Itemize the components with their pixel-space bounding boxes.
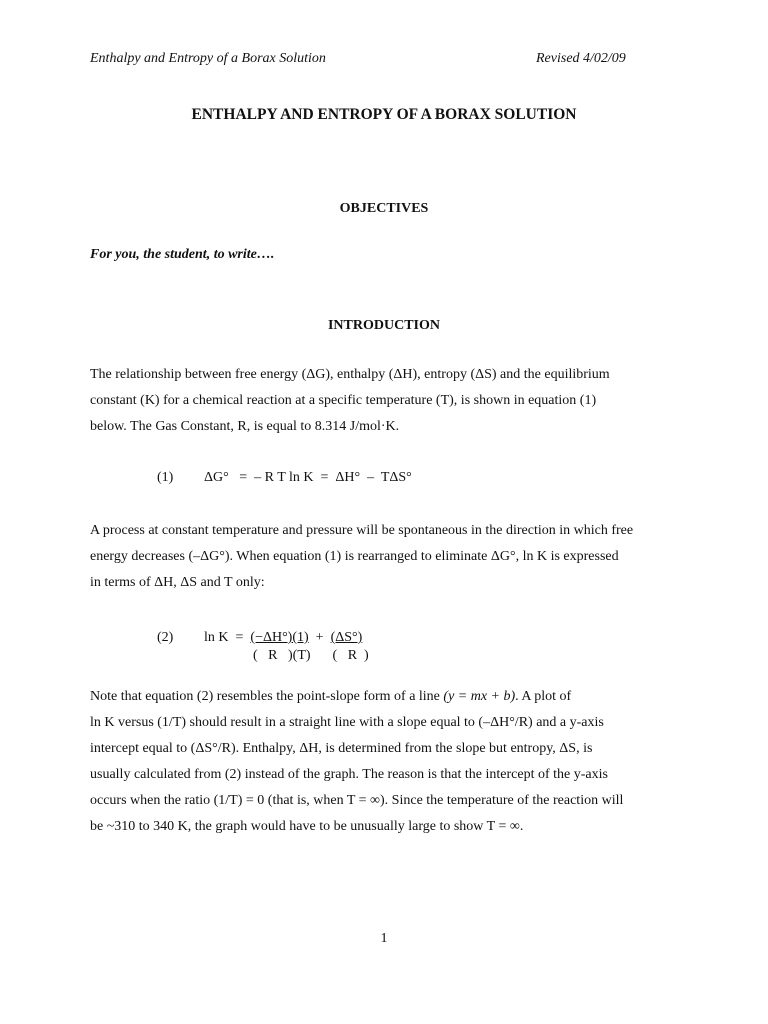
equation-2-numerator-line — [204, 630, 362, 646]
equation-1-number: (1) — [157, 470, 174, 485]
equation-2-denominator-line — [253, 648, 369, 664]
introduction-heading: INTRODUCTION — [327, 318, 440, 333]
paragraph-line: intercept equal to (ΔS°/R). Enthalpy, ΔH, is determined from the slope but entropy, ΔS, is — [90, 741, 593, 756]
equation-2-term1-numerator: (−ΔH°)(1) — [250, 630, 309, 645]
line-equation-italic: (y = mx + b) — [443, 689, 516, 704]
paragraph-line: usually calculated from (2) instead of the graph. The reason is that the intercept of the y-axis — [90, 767, 608, 782]
paragraph-line: The relationship between free energy (ΔG), enthalpy (ΔH), entropy (ΔS) and the equilibrium — [90, 367, 610, 382]
objectives-text: For you, the student, to write…. — [90, 247, 275, 262]
paragraph-line: below. The Gas Constant, R, is equal to 8.314 J/mol·K. — [90, 419, 400, 434]
objectives-heading: OBJECTIVES — [339, 201, 429, 216]
running-header-title: Enthalpy and Entropy of a Borax Solution — [90, 51, 326, 66]
paragraph-line: A process at constant temperature and pressure will be spontaneous in the direction in which free — [90, 523, 634, 538]
paragraph-line: ln K versus (1/T) should result in a straight line with a slope equal to (–ΔH°/R) and a y-axis — [90, 715, 604, 730]
equation-2-number: (2) — [157, 630, 174, 645]
paragraph-text: Note that equation (2) resembles the point-slope form of a line — [90, 689, 444, 704]
equation-2-term2-denominator: ( R ) — [332, 648, 369, 663]
equation-1-expression: ΔG° = – R T ln K = ΔH° – TΔS° — [204, 470, 412, 485]
equation-2-term2-numerator: (ΔS°) — [330, 630, 363, 645]
running-header-revision: Revised 4/02/09 — [536, 51, 626, 66]
paragraph-line: occurs when the ratio (1/T) = 0 (that is, when T = ∞). Since the temperature of the reaction will — [90, 793, 624, 808]
intro-paragraph-3 — [90, 684, 690, 840]
equation-2-plus: + — [308, 630, 331, 645]
paragraph-line: in terms of ΔH, ΔS and T only: — [90, 575, 265, 590]
paragraph-text: . A plot of — [515, 689, 572, 704]
paragraph-line — [90, 684, 690, 710]
equation-2-term1-denominator: ( R )(T) — [253, 648, 311, 663]
paragraph-line: constant (K) for a chemical reaction at a specific temperature (T), is shown in equation (1) — [90, 393, 597, 408]
intro-paragraph-1 — [90, 362, 690, 440]
paragraph-line: energy decreases (–ΔG°). When equation (1) is rearranged to eliminate ΔG°, ln K is expressed — [90, 549, 619, 564]
intro-paragraph-2 — [90, 518, 690, 596]
equation-2-lhs: ln K = — [204, 630, 251, 645]
paragraph-line: be ~310 to 340 K, the graph would have to be unusually large to show T = ∞. — [90, 819, 524, 834]
page-number: 1 — [380, 931, 388, 946]
document-title: ENTHALPY AND ENTROPY OF A BORAX SOLUTION — [191, 106, 577, 123]
